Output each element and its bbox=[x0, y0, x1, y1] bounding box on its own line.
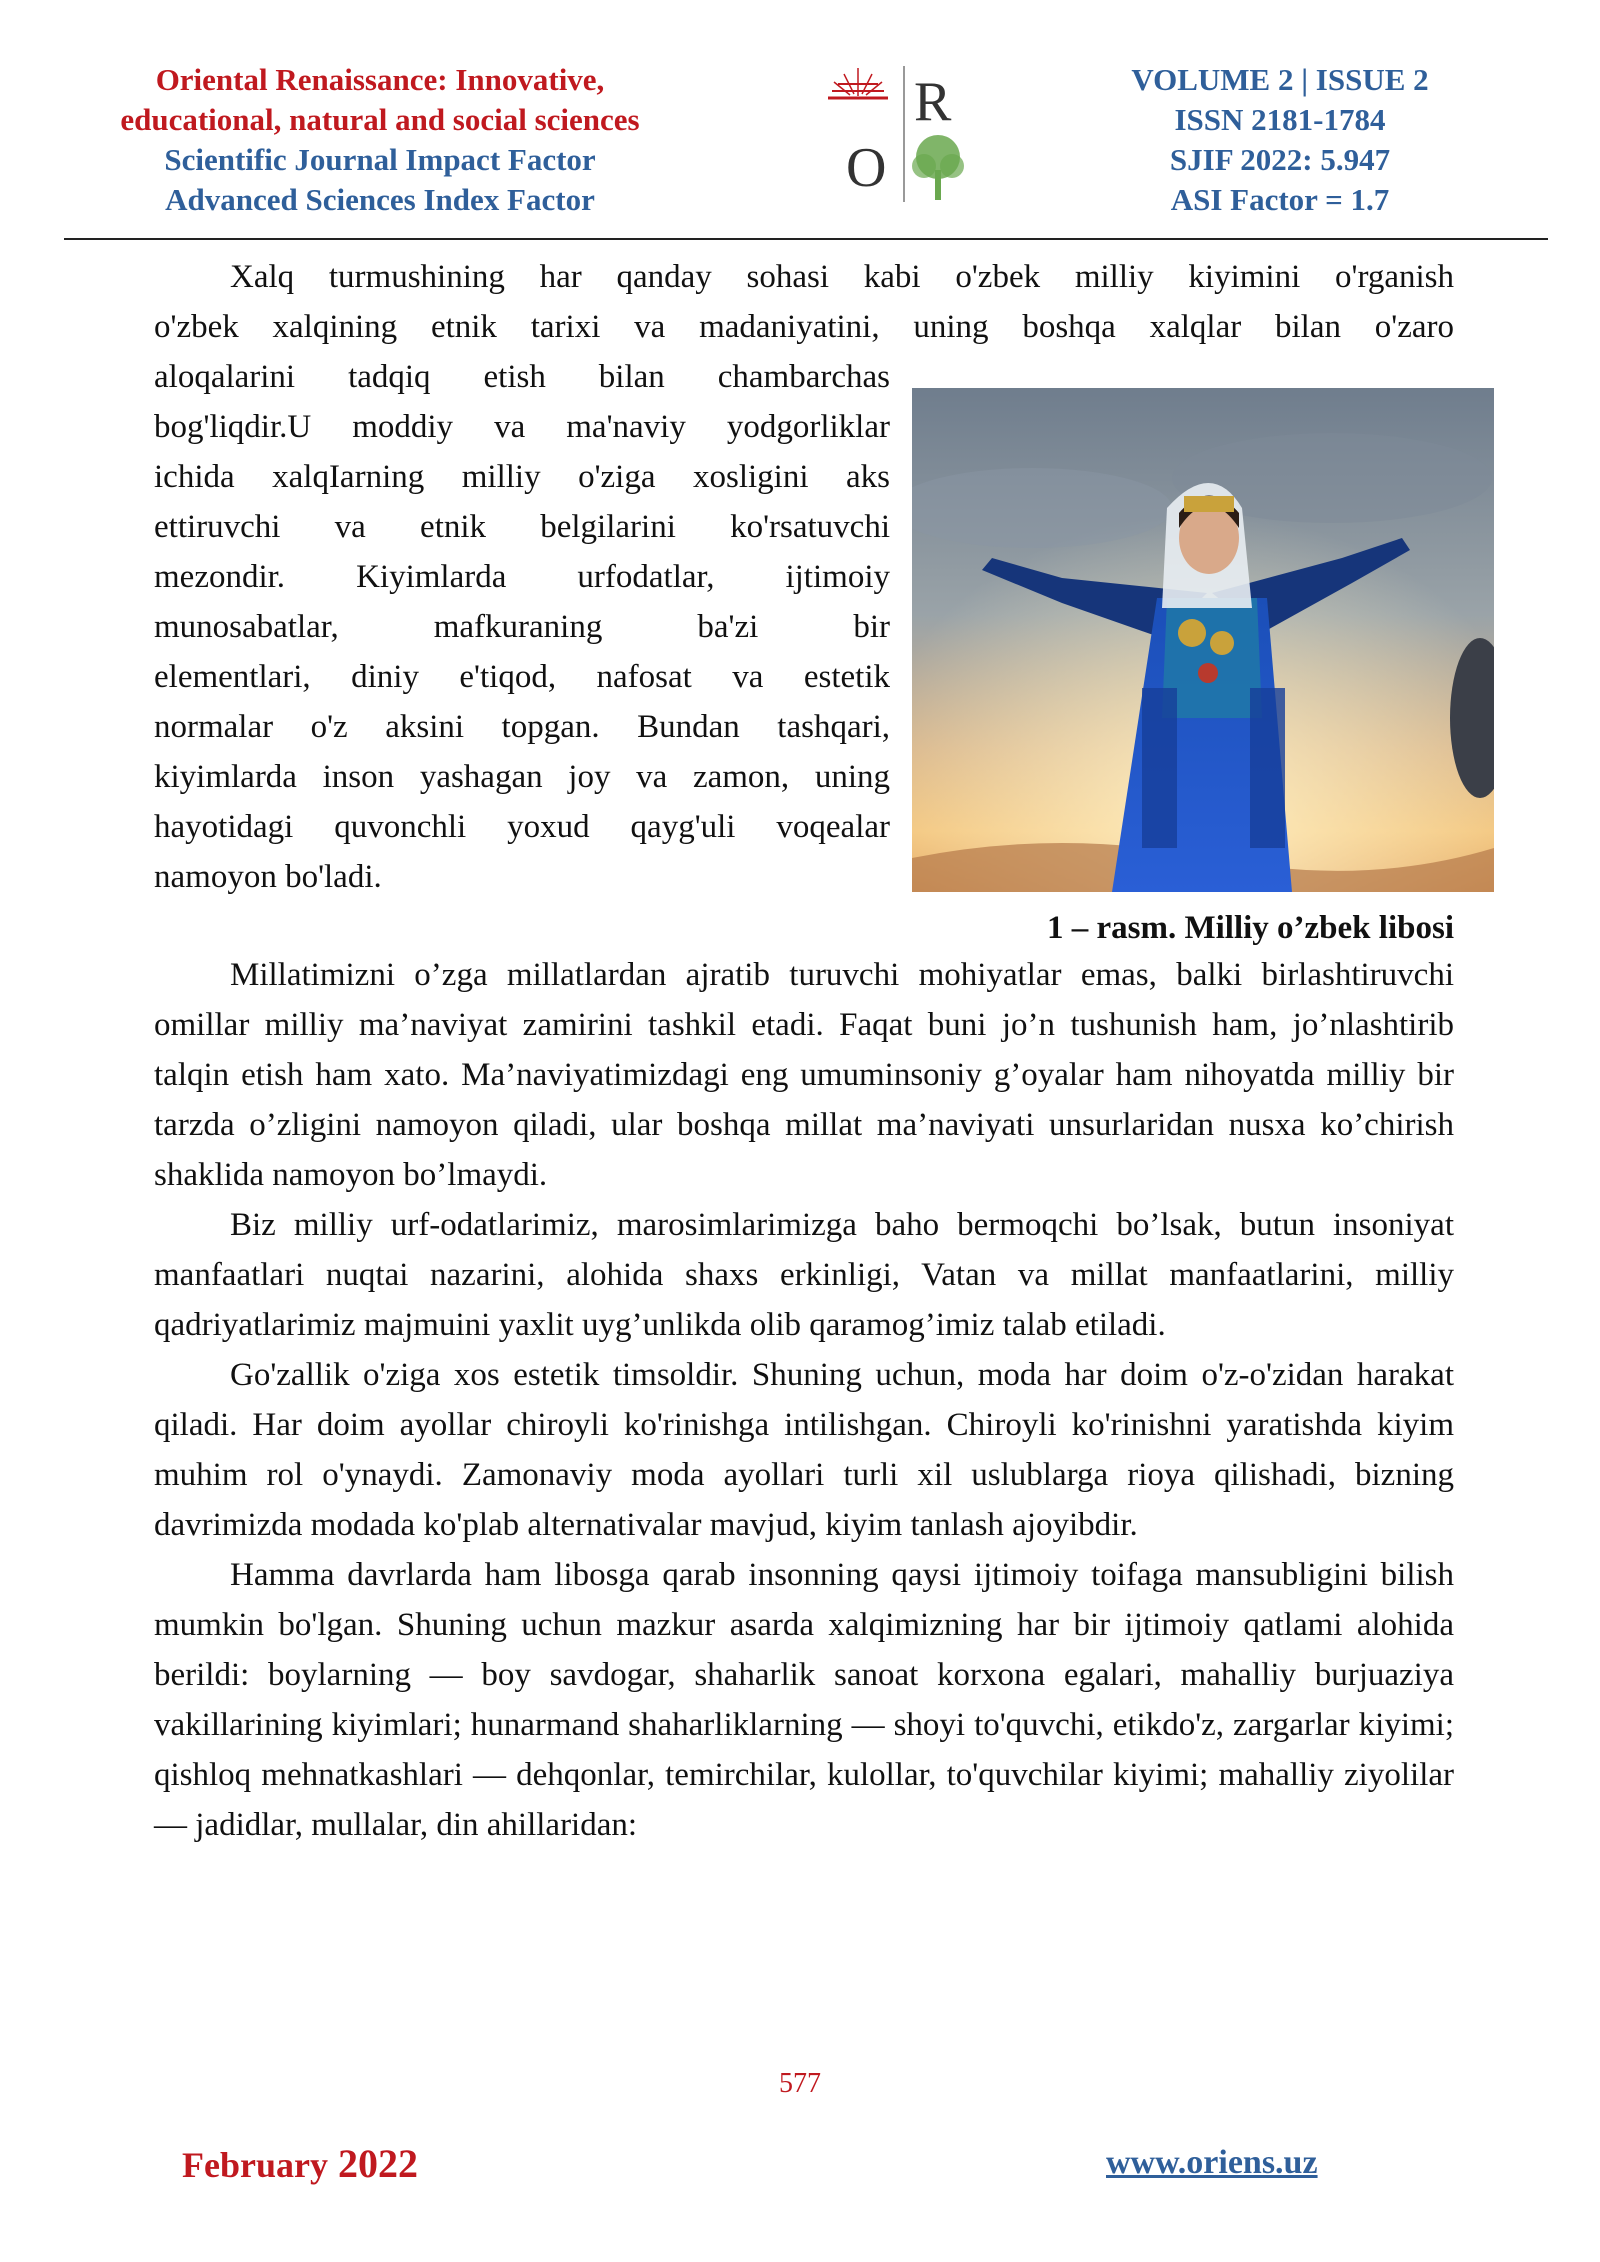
index-factor-label: Advanced Sciences Index Factor bbox=[165, 182, 595, 217]
journal-title-block bbox=[100, 60, 660, 220]
logo-letter-r: R bbox=[914, 71, 952, 133]
paragraph-2: Millatimizni o’zga millatlardan ajratib turuvchi mohiyatlar emas, balki birlashtiruvchi omillar milliy ma’naviyat zamirini tashkil etadi. Faqat buni jo’n tushunish ham, jo’nlashtirib talqin etish ham xato. Ma’naviyatimizdagi eng umuminsoniy g’oyalar ham nihoyatda milliy bir tarzda o’zligini namoyon qiladi, ular boshqa millat ma’naviyati unsurlaridan nusxa ko’chirish shaklida namoyon bo’lmaydi. bbox=[154, 957, 1454, 1193]
journal-title-line-1: Oriental Renaissance: Innovative, bbox=[155, 62, 605, 97]
sjif-value: SJIF 2022: 5.947 bbox=[1169, 142, 1391, 177]
website-link[interactable]: www.oriens.uz bbox=[1106, 2144, 1318, 2181]
paragraph-4: Go'zallik o'ziga xos estetik timsoldir. Shuning uchun, moda har doim o'z-o'zidan harakat qiladi. Har doim ayollar chiroyli ko'rinishga intilishgan. Chiroyli ko'rinishni yaratishda kiyim muhim rol o'ynaydi. Zamonaviy moda ayollari turli xil uslublarga rioya qilishadi, bizning davrimizda modada ko'plab alternativalar mavjud, kiyim tanlash ajoyibdir. bbox=[154, 1357, 1454, 1543]
paragraph-line: aloqalarini tadqiq etish bilan chambarchas bbox=[154, 359, 890, 395]
journal-logo bbox=[820, 62, 985, 207]
logo-letter-o: O bbox=[846, 137, 887, 199]
paragraph-line: hayotidagi quvonchli yoxud qayg'uli voqealar bbox=[154, 809, 890, 845]
issn: ISSN 2181-1784 bbox=[1174, 102, 1386, 137]
issue-year: 2022 bbox=[337, 2141, 418, 2186]
paragraph-line: munosabatlar, mafkuraning ba'zi bir bbox=[154, 609, 890, 645]
paragraph-line: ettiruvchi va etnik belgilarini ko'rsatuvchi bbox=[154, 509, 890, 545]
sunrise-icon bbox=[828, 68, 888, 98]
paragraph-line: o'zbek xalqining etnik tarixi va madaniyatini, uning boshqa xalqlar bilan o'zaro bbox=[154, 309, 1454, 345]
impact-factor-label: Scientific Journal Impact Factor bbox=[164, 142, 596, 177]
header-divider bbox=[64, 238, 1548, 240]
paragraph-line: normalar o'z aksini topgan. Bundan tashqari, bbox=[154, 709, 890, 745]
paragraph-line: namoyon bo'ladi. bbox=[154, 859, 382, 895]
journal-title-line-2: educational, natural and social sciences bbox=[120, 102, 640, 137]
paragraph-1-wrapped bbox=[154, 352, 890, 902]
issue-info-block bbox=[1030, 60, 1530, 220]
tree-icon bbox=[912, 135, 964, 200]
figure-caption: 1 – rasm. Milliy o’zbek libosi bbox=[1047, 910, 1454, 946]
paragraph-line: elementlari, diniy e'tiqod, nafosat va estetik bbox=[154, 659, 890, 695]
paragraph-5: Hamma davrlarda ham libosga qarab insonning qaysi ijtimoiy toifaga mansubligini bilish mumkin bo'lgan. Shuning uchun mazkur asarda xalqimizning har bir ijtimoiy qatlami alohida berildi: boylarning — boy savdogar, shaharlik sanoat korxona egalari, mahalliy burjuaziya vakillarining kiyimlari; hunarmand shaharliklarning — shoyi to'quvchi, etikdo'z, zargarlar kiyimi; qishloq mehnatkashlari — dehqonlar, temirchilar, kulollar, to'quvchilar kiyimi; mahalliy ziyolilar — jadidlar, mullalar, din ahillaridan: bbox=[154, 1557, 1454, 1843]
body-text bbox=[154, 950, 1454, 1850]
paragraph-1-top bbox=[154, 252, 1454, 352]
issue-month: February bbox=[182, 2145, 328, 2185]
paragraph-line: kiyimlarda inson yashagan joy va zamon, uning bbox=[154, 759, 890, 795]
volume-issue: VOLUME 2 | ISSUE 2 bbox=[1131, 62, 1429, 97]
paragraph-line: bog'liqdir.U moddiy va ma'naviy yodgorliklar bbox=[154, 409, 890, 445]
paragraph-line: ichida xalqIarning milliy o'ziga xosligini aks bbox=[154, 459, 890, 495]
asi-factor: ASI Factor = 1.7 bbox=[1170, 182, 1390, 217]
paragraph-3: Biz milliy urf-odatlarimiz, marosimlarimizga baho bermoqchi bo’lsak, butun insoniyat manfaatlari nuqtai nazarini, alohida shaxs erkinligi, Vatan va millat manfaatlarini, milliy qadriyatlarimiz majmuini yaxlit uyg’unlikda olib qaramog’imiz talab etiladi. bbox=[154, 1207, 1454, 1343]
paragraph-line: Xalq turmushining har qanday sohasi kabi o'zbek milliy kiyimini o'rganish bbox=[230, 259, 1454, 295]
paragraph-line: mezondir. Kiyimlarda urfodatlar, ijtimoiy bbox=[154, 559, 890, 595]
issue-date bbox=[182, 2140, 418, 2187]
page-number: 577 bbox=[779, 2068, 821, 2099]
national-costume-photo bbox=[912, 388, 1494, 892]
